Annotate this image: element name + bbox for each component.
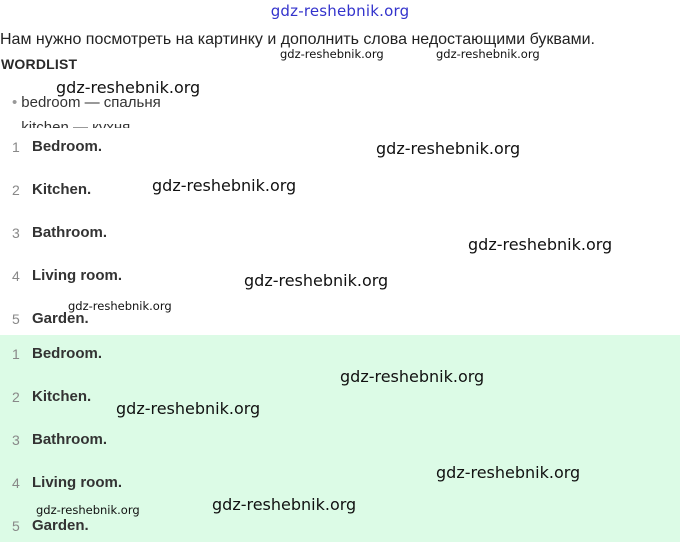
answer-word: Living room.: [32, 267, 122, 284]
watermark: gdz-reshebnik.org: [436, 463, 581, 482]
answer-word: Bedroom.: [32, 345, 103, 362]
task-instruction: Нам нужно посмотреть на картинку и дополнить слова недостающими буквами.: [0, 31, 595, 48]
answer-word: Bathroom.: [32, 224, 107, 241]
watermark: gdz-reshebnik.org: [468, 235, 613, 254]
watermark: gdz-reshebnik.org: [68, 299, 172, 313]
answer-number: 1: [12, 346, 20, 362]
site-header-link[interactable]: gdz-reshebnik.org: [270, 2, 410, 20]
answer-word: Bedroom.: [32, 138, 103, 155]
watermark: gdz-reshebnik.org: [212, 495, 357, 514]
answer-number: 1: [12, 139, 20, 155]
answer-row: [0, 137, 680, 161]
answer-row: [0, 430, 680, 454]
wordlist-heading: WORDLIST: [1, 56, 78, 72]
answer-number: 4: [12, 268, 20, 284]
answer-word: Kitchen.: [32, 388, 92, 405]
watermark: gdz-reshebnik.org: [280, 47, 384, 61]
answer-number: 2: [12, 389, 20, 405]
watermark: gdz-reshebnik.org: [376, 139, 521, 158]
answer-word: Garden.: [32, 310, 89, 327]
answer-number: 4: [12, 475, 20, 491]
wordlist-item-text: bedroom — спальня: [21, 94, 161, 111]
answer-row: [0, 180, 680, 204]
watermark: gdz-reshebnik.org: [244, 271, 389, 290]
answer-word: Kitchen.: [32, 181, 92, 198]
answer-word: Living room.: [32, 474, 122, 491]
answer-row: [0, 344, 680, 368]
answer-row: [0, 387, 680, 411]
answer-number: 2: [12, 182, 20, 198]
bullet-icon: •: [12, 94, 18, 111]
watermark: gdz-reshebnik.org: [56, 78, 201, 97]
answer-number: 5: [12, 518, 20, 534]
answer-word: Garden.: [32, 517, 89, 534]
answer-row: [0, 516, 680, 540]
answer-word: Bathroom.: [32, 431, 107, 448]
watermark: gdz-reshebnik.org: [436, 47, 540, 61]
answer-number: 3: [12, 432, 20, 448]
watermark: gdz-reshebnik.org: [116, 399, 261, 418]
answer-number: 5: [12, 311, 20, 327]
watermark: gdz-reshebnik.org: [340, 367, 485, 386]
watermark: gdz-reshebnik.org: [36, 503, 140, 517]
answer-number: 3: [12, 225, 20, 241]
watermark: gdz-reshebnik.org: [152, 176, 297, 195]
